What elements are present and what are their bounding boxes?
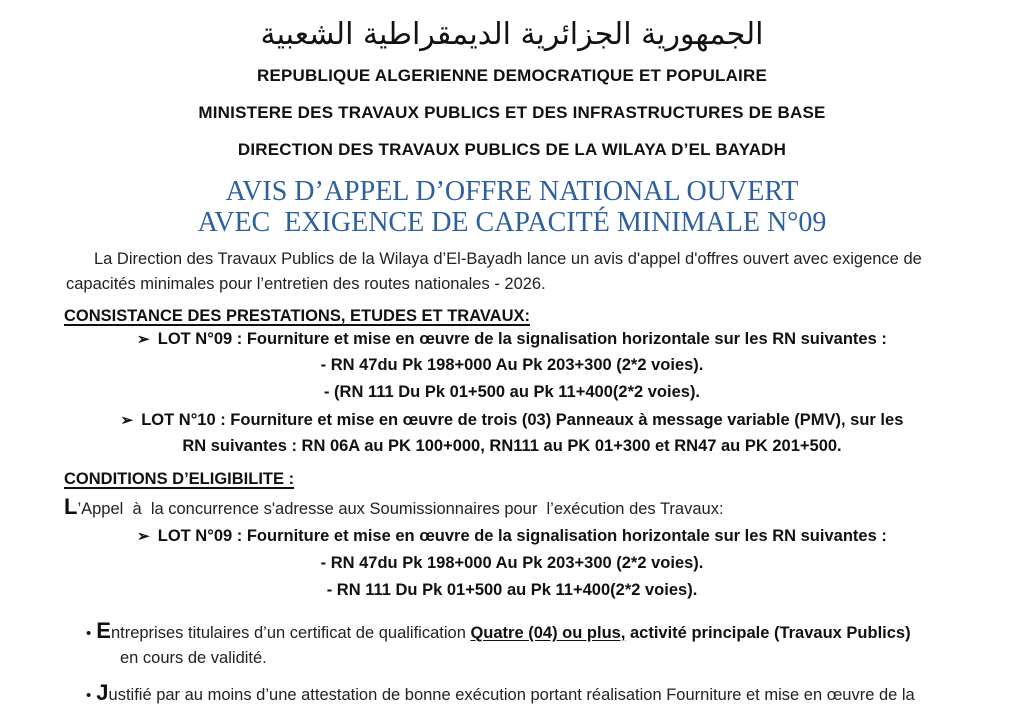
dot-bullet-icon: • xyxy=(86,687,92,705)
dropcap-E: E xyxy=(96,617,111,643)
consistance-lot10-label: LOT N°10 : Fourniture et mise en œuvre de trois (03) Panneaux à message variable (PMV), sur les xyxy=(141,410,904,429)
notice-title-line2: AVEC EXIGENCE DE CAPACITÉ MINIMALE N°09 xyxy=(197,207,827,239)
intro-paragraph: La Direction des Travaux Publics de la Wilaya d’El-Bayadh lance un avis d'appel d'offres ouvert avec exigence de capacités minimales pour l’entretien des routes nationales - 2026. xyxy=(66,250,922,294)
bullet2-text: ustifié par au moins d’une attestation de bonne exécution portant réalisation Fourniture et mise en œuvre de la xyxy=(108,686,915,705)
bullet1-qualification-level: Quatre (04) ou plus, xyxy=(470,623,626,642)
eligibility-intro-line xyxy=(64,491,960,523)
section-heading-consistance: CONSISTANCE DES PRESTATIONS, ETUDES ET TRAVAUX: xyxy=(64,306,531,325)
consistance-lot10-line1 xyxy=(64,407,960,433)
arrow-bullet-icon: ➢ xyxy=(137,330,150,348)
arrow-bullet-icon: ➢ xyxy=(137,528,150,546)
dropcap-J: J xyxy=(96,680,109,706)
bullet1-continuation: en cours de validité. xyxy=(120,648,267,667)
consistance-lot09-sub1: - RN 47du Pk 198+000 Au Pk 203+300 (2*2 voies). xyxy=(320,356,704,375)
arrow-bullet-icon: ➢ xyxy=(120,411,134,429)
consistance-lot09-sub2: - (RN 111 Du Pk 01+500 au Pk 11+400(2*2 voies). xyxy=(323,383,701,402)
bullet1-text-part1: ntreprises titulaires d’un certificat de qualification xyxy=(110,623,471,642)
section-heading-conditions: CONDITIONS D’ELIGIBILITE : xyxy=(64,470,295,489)
eligibility-bullet-attestation xyxy=(86,676,960,709)
header-ministry-line: MINISTERE DES TRAVAUX PUBLICS ET DES INFRASTRUCTURES DE BASE xyxy=(198,102,826,122)
consistance-lot09-label: LOT N°09 : Fourniture et mise en œuvre de la signalisation horizontale sur les RN suivantes : xyxy=(157,329,887,348)
eligibility-intro-text: ’Appel à la concurrence s'adresse aux Soumissionnaires pour l’exécution des Travaux: xyxy=(77,500,724,519)
eligibility-bullet-qualification xyxy=(86,614,960,670)
conditions-lot09-line xyxy=(64,523,960,549)
notice-title-line1: AVIS D’APPEL D’OFFRE NATIONAL OUVERT xyxy=(225,175,799,207)
consistance-lot09-line xyxy=(64,326,960,352)
notice-title xyxy=(64,176,960,240)
consistance-lot10-line2: RN suivantes : RN 06A au PK 100+000, RN111 au PK 01+300 et RN47 au PK 201+500. xyxy=(182,437,842,456)
dot-bullet-icon: • xyxy=(86,624,92,642)
bullet1-activity: activité principale (Travaux Publics) xyxy=(625,623,911,642)
conditions-lot09-sub2: - RN 111 Du Pk 01+500 au Pk 11+400(2*2 voies). xyxy=(326,580,698,599)
conditions-lot09-label: LOT N°09 : Fourniture et mise en œuvre de la signalisation horizontale sur les RN suivantes : xyxy=(157,527,887,546)
header-republic-line: REPUBLIQUE ALGERIENNE DEMOCRATIQUE ET POPULAIRE xyxy=(257,65,767,85)
conditions-lot09-sub1: - RN 47du Pk 198+000 Au Pk 203+300 (2*2 voies). xyxy=(320,553,704,572)
dropcap-L: L xyxy=(64,494,78,520)
arabic-republic-header: الجمهورية الجزائرية الديمقراطية الشعبية xyxy=(260,17,764,52)
header-direction-line: DIRECTION DES TRAVAUX PUBLICS DE LA WILAYA D’EL BAYADH xyxy=(237,139,787,159)
